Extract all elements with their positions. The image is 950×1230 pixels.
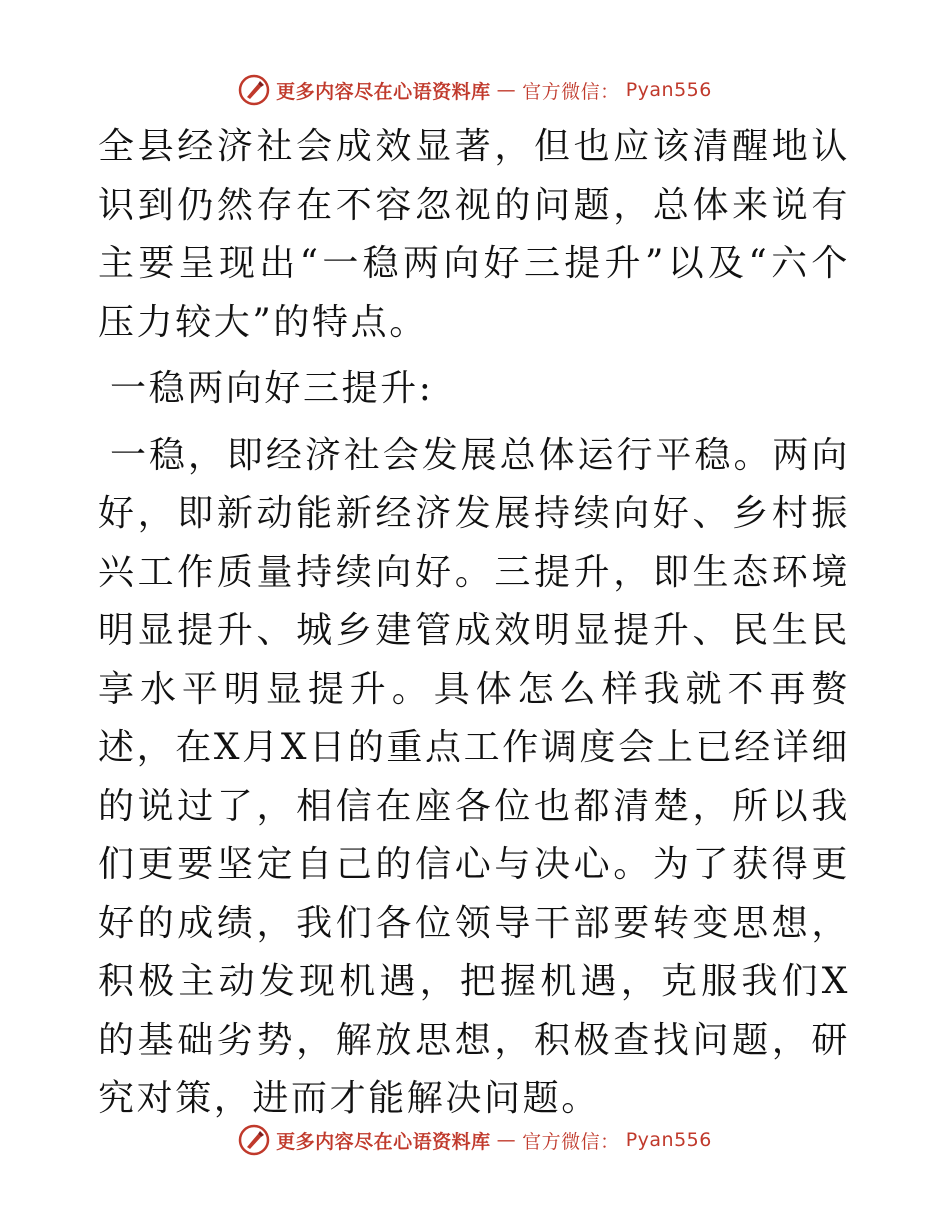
paragraph-detail: 一稳，即经济社会发展总体运行平稳。两向好，即新动能新经济发展持续向好、乡村振兴工作质量持续向好。三提升，即生态环境明显提升、城乡建管成效明显提升、民生民享水平明显提升。具体怎么样我就不再赘述，在X月X日的重点工作调度会上已经详细的说过了，相信在座各位也都清楚，所以我们更要坚定自己的信心与决心。为了获得更好的成绩，我们各位领导干部要转变思想，积极主动发现机遇，把握机遇，克服我们X的基础劣势，解放思想，积极查找问题，研究对策，进而才能解决问题。 <box>98 434 850 1119</box>
banner-separator: — <box>496 1129 517 1151</box>
banner-wechat-id: Pyan556 <box>625 1129 712 1151</box>
pen-seal-logo-icon <box>238 74 270 106</box>
pen-seal-logo-icon <box>238 1124 270 1156</box>
banner-wechat-id: Pyan556 <box>625 79 712 101</box>
paragraph-heading: 一稳两向好三提升: <box>110 368 434 409</box>
footer-watermark-banner <box>0 1120 950 1160</box>
header-watermark-banner <box>0 70 950 110</box>
banner-brand-text: 更多内容尽在心语资料库 <box>276 1130 491 1153</box>
document-body <box>98 118 850 1129</box>
paragraph-intro: 全县经济社会成效显著，但也应该清醒地认识到仍然存在不容忽视的问题，总体来说有主要呈现出“一稳两向好三提升”以及“六个压力较大”的特点。 <box>98 126 850 343</box>
banner-wechat-label: 官方微信： <box>522 1130 620 1153</box>
banner-separator: — <box>496 79 517 101</box>
banner-wechat-label: 官方微信： <box>522 80 620 103</box>
banner-brand-text: 更多内容尽在心语资料库 <box>276 80 491 103</box>
